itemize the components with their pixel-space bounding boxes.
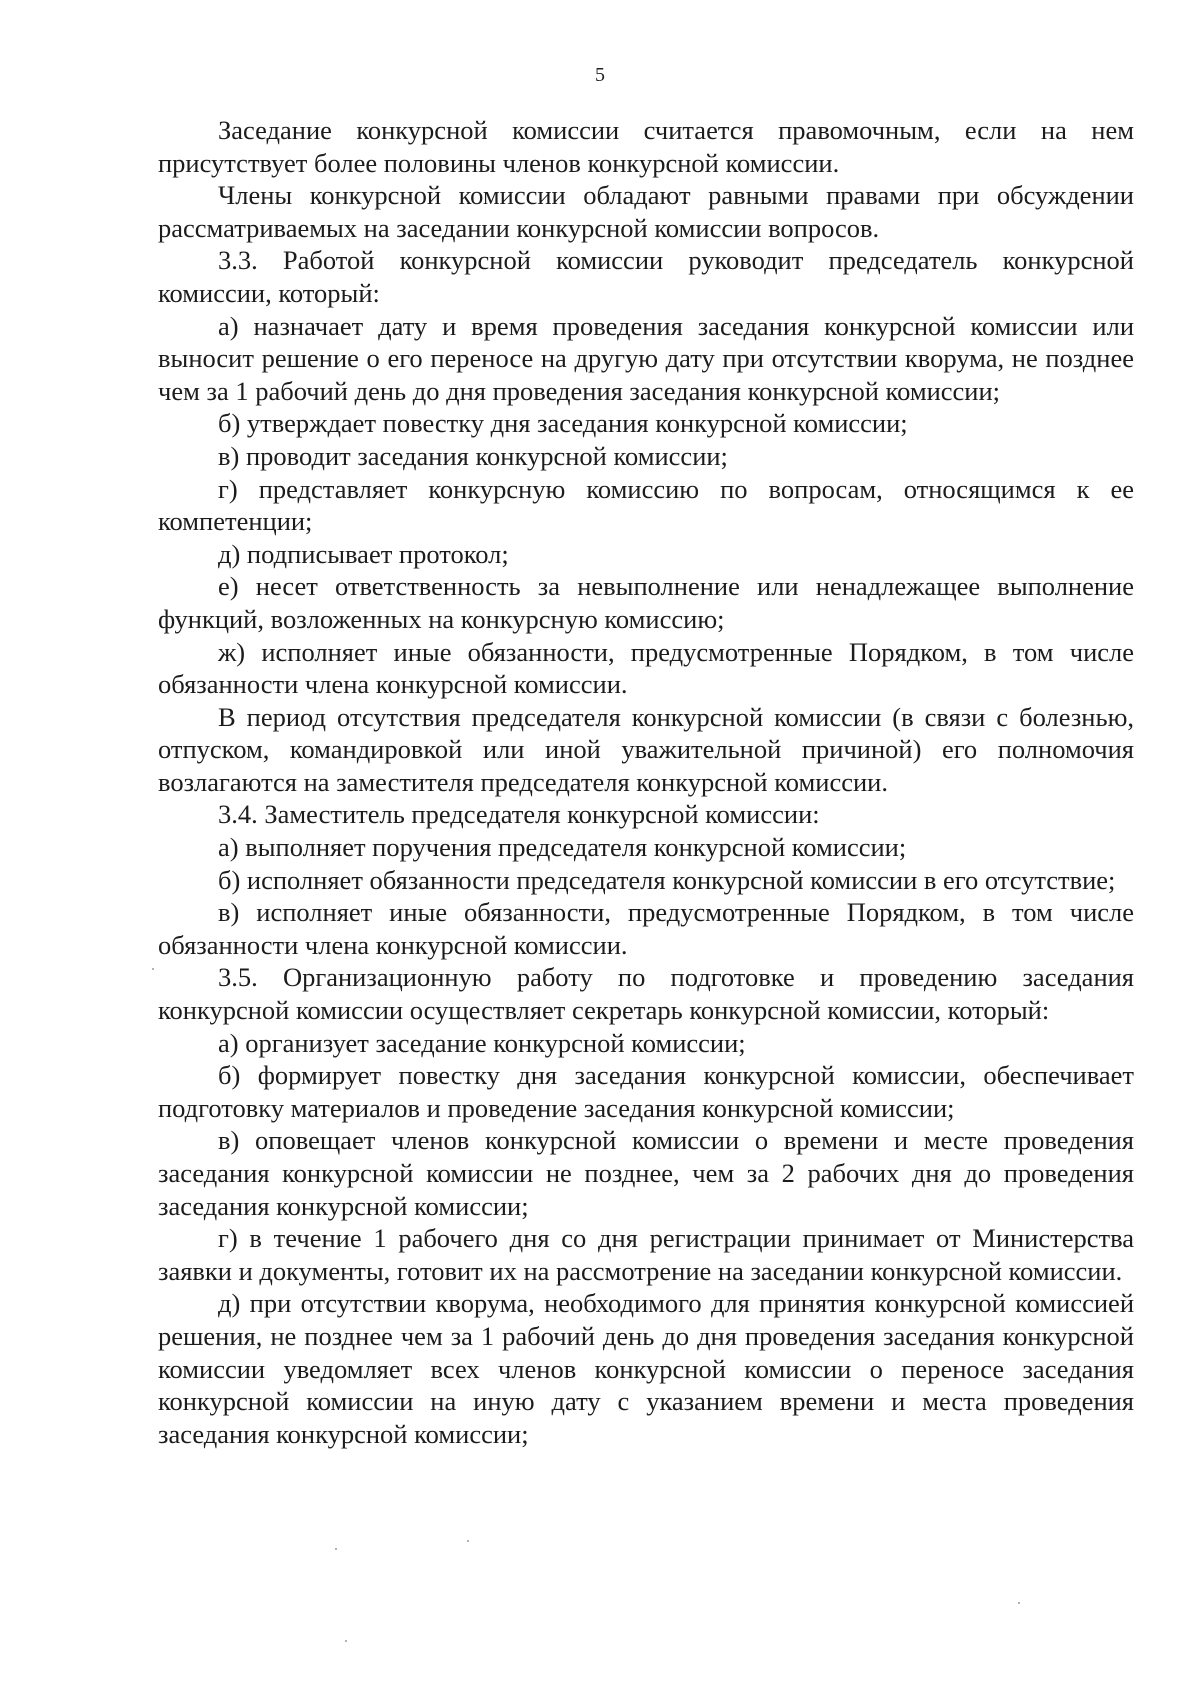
document-body <box>158 114 1134 1450</box>
paragraph-3-5-v: в) оповещает членов конкурсной комиссии о времени и месте проведения заседания конкурсной комиссии не позднее, чем за 2 рабочих дня до проведения заседания конкурсной комиссии; <box>158 1125 1134 1221</box>
scan-speck <box>467 1540 469 1542</box>
paragraph-3-3: 3.3. Работой конкурсной комиссии руководит председатель конкурсной комиссии, который: <box>158 245 1134 308</box>
paragraph-3-3-g: г) представляет конкурсную комиссию по вопросам, относящимся к ее компетенции; <box>158 473 1134 537</box>
paragraph-chair-absence: В период отсутствия председателя конкурсной комиссии (в связи с болезнью, отпуском, командировкой или иной уважительной причиной) его полномочия возлагаются на заместителя председателя конкурсной комиссии. <box>158 701 1134 797</box>
paragraph-3-5-d: д) при отсутствии кворума, необходимого для принятия конкурсной комиссией решения, не позднее чем за 1 рабочий день до дня проведения заседания конкурсной комиссии уведомляет всех членов конкурсной комиссии о переносе заседания конкурсной комиссии на иную дату с указанием времени и места проведения заседания конкурсной комиссии; <box>158 1288 1134 1449</box>
paragraph-3-4-a: а) выполняет поручения председателя конкурсной комиссии; <box>218 832 907 863</box>
paragraph-3-5-b: б) формирует повестку дня заседания конкурсной комиссии, обеспечивает подготовку материалов и проведение заседания конкурсной комиссии; <box>158 1060 1134 1123</box>
paragraph-3-4-b: б) исполняет обязанности председателя конкурсной комиссии в его отсутствие; <box>218 864 1116 895</box>
paragraph-3-3-e: е) несет ответственность за невыполнение или ненадлежащее выполнение функций, возложенных на конкурсную комиссию; <box>158 571 1134 634</box>
paragraph-quorum: Заседание конкурсной комиссии считается правомочным, если на нем присутствует более половины членов конкурсной комиссии. <box>158 115 1134 178</box>
paragraph-3-3-zh: ж) исполняет иные обязанности, предусмотренные Порядком, в том числе обязанности члена конкурсной комиссии. <box>158 636 1134 700</box>
scan-speck <box>152 968 154 970</box>
paragraph-3-3-d: д) подписывает протокол; <box>218 538 509 569</box>
scan-speck <box>335 1548 337 1550</box>
paragraph-3-4: 3.4. Заместитель председателя конкурсной комиссии: <box>218 799 820 830</box>
paragraph-equal-rights: Члены конкурсной комиссии обладают равными правами при обсуждении рассматриваемых на заседании конкурсной комиссии вопросов. <box>158 180 1134 243</box>
paragraph-3-3-a: а) назначает дату и время проведения заседания конкурсной комиссии или выносит решение о его переносе на другую дату при отсутствии кворума, не позднее чем за 1 рабочий день до дня проведения заседания конкурсной комиссии; <box>158 310 1134 406</box>
paragraph-3-3-b: б) утверждает повестку дня заседания конкурсной комиссии; <box>218 408 908 439</box>
paragraph-3-5-a: а) организует заседание конкурсной комиссии; <box>218 1027 746 1058</box>
page-number: 5 <box>595 64 605 86</box>
scan-speck <box>1018 1602 1020 1604</box>
paragraph-3-5-g: г) в течение 1 рабочего дня со дня регистрации принимает от Министерства заявки и документы, готовит их на рассмотрение на заседании конкурсной комиссии. <box>158 1223 1134 1286</box>
paragraph-3-3-v: в) проводит заседания конкурсной комиссии; <box>218 440 728 471</box>
paragraph-3-5: 3.5. Организационную работу по подготовке и проведению заседания конкурсной комиссии осуществляет секретарь конкурсной комиссии, который: <box>158 962 1134 1026</box>
paragraph-3-4-v: в) исполняет иные обязанности, предусмотренные Порядком, в том числе обязанности члена конкурсной комиссии. <box>158 897 1134 960</box>
scan-speck <box>345 1640 347 1642</box>
